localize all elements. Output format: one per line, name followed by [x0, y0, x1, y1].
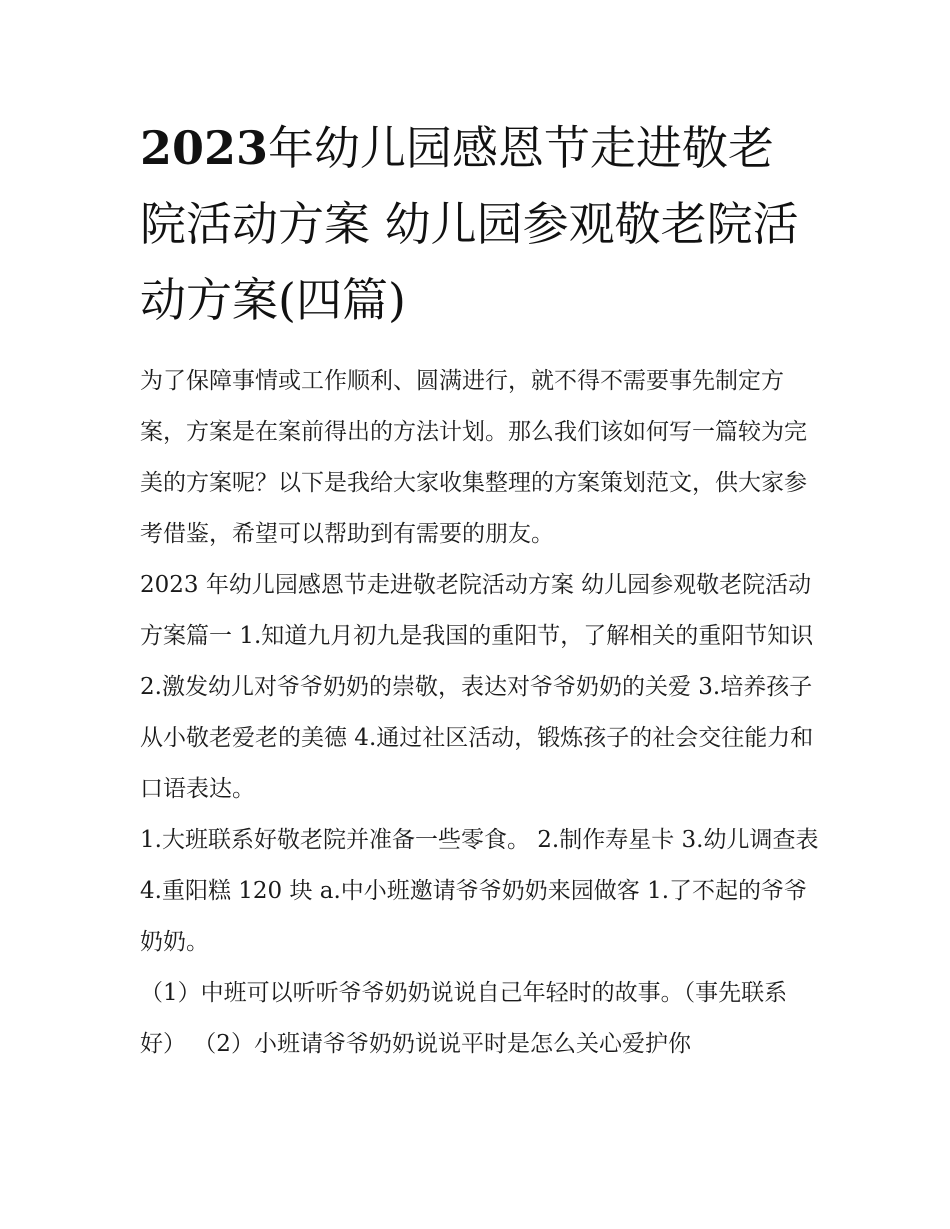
activity-paragraph: （1）中班可以听听爷爷奶奶说说自己年轻时的故事。（事先联系好） （2）小班请爷爷奶奶说说平时是怎么关心爱护你 — [140, 980, 788, 1057]
document-title — [140, 110, 820, 338]
title-year: 2023 — [140, 121, 269, 175]
title-text: 年幼儿园感恩节走进敬老院活动方案 幼儿园参观敬老院活动方案(四篇) — [140, 121, 799, 327]
preparation-paragraph: 1.大班联系好敬老院并准备一些零食。 2.制作寿星卡 3.幼儿调查表 4.重阳糕 120 块 a.中小班邀请爷爷奶奶来园做客 1.了不起的爷爷奶奶。 — [140, 827, 819, 955]
goals-paragraph: 2.激发幼儿对爷爷奶奶的崇敬，表达对爷爷奶奶的关爱 3.培养孩子从小敬老爱老的美德 4.通过社区活动，锻炼孩子的社会交往能力和口语表达。 — [140, 674, 814, 802]
section-heading-paragraph: 2023 年幼儿园感恩节走进敬老院活动方案 幼儿园参观敬老院活动方案篇一 1.知道九月初九是我国的重阳节，了解相关的重阳节知识 — [140, 572, 814, 649]
document-body — [140, 356, 820, 1070]
intro-paragraph: 为了保障事情或工作顺利、圆满进行，就不得不需要事先制定方案，方案是在案前得出的方法计划。那么我们该如何写一篇较为完美的方案呢？以下是我给大家收集整理的方案策划范文，供大家参考借鉴，希望可以帮助到有需要的朋友。 — [140, 368, 807, 547]
